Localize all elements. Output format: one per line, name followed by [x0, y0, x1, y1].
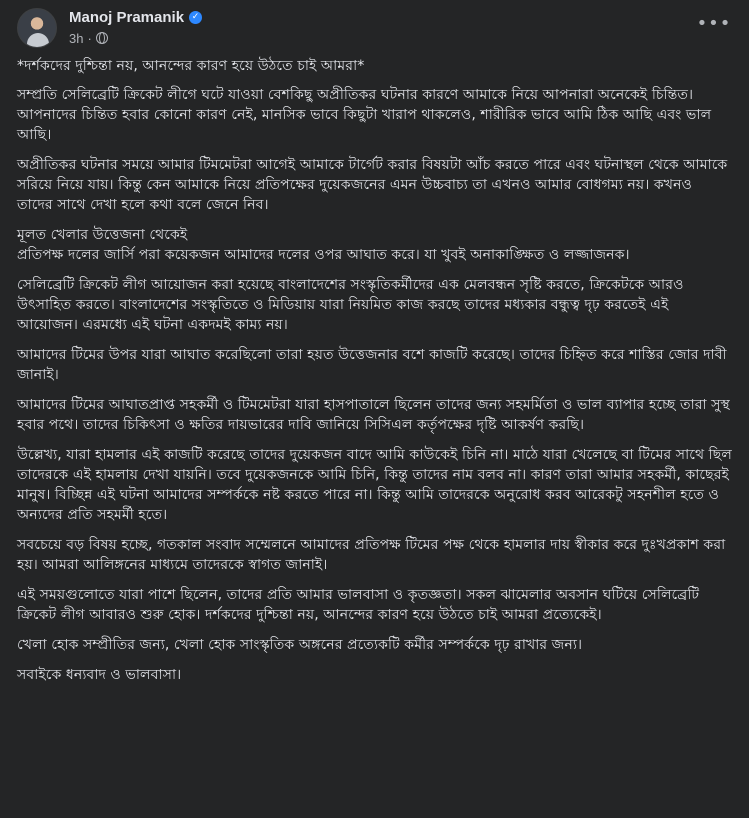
post-paragraph: সবচেয়ে বড় বিষয় হচ্ছে, গতকাল সংবাদ সম্মেলনে আমাদের প্রতিপক্ষ টিমের পক্ষ থেকে হামলার দায় স্বীকার করে দুঃখপ্রকাশ করা হয়। আমরা আলিঙ্গনের মাধ্যমে তাদেরকে স্বাগত জানাই। [17, 537, 726, 573]
post-body [17, 56, 732, 695]
post-paragraph: সম্প্রতি সেলিব্রেটি ক্রিকেট লীগে ঘটে যাওয়া বেশকিছু অপ্রীতিকর ঘটনার কারণে আমাকে নিয়ে আপনারা অনেকেই চিন্তিত। আপনাদের চিন্তিত হবার কোনো কারণ নেই, মানসিক ভাবে কিছুটা খারাপ থাকলেও, শারীরিক ভাবে আমি ঠিক আছি এবং ভাল আছি। [17, 87, 712, 143]
post-paragraph: *দর্শকদের দুশ্চিন্তা নয়, আনন্দের কারণ হয়ে উঠতে চাই আমরা* [17, 58, 365, 74]
author-avatar[interactable] [17, 8, 57, 48]
post-paragraph: সেলিব্রেটি ক্রিকেট লীগ আয়োজন করা হয়েছে বাংলাদেশের সংস্কৃতিকর্মীদের এক মেলবন্ধন সৃষ্টি করতে, ক্রিকেটকে আরও উৎসাহিত করতে। বাংলাদেশের সংস্কৃতিতে ও মিডিয়ায় যারা নিয়মিত কাজ করছে তাদের মধ্যকার বন্ধুত্ব দৃঢ় করতেই এই আয়োজন। এরমধ্যে এই ঘটনা একদমই কাম্য নয়। [17, 277, 684, 333]
verified-badge-icon: ✓ [189, 11, 202, 24]
more-options-icon[interactable]: ••• [696, 13, 732, 34]
meta-separator: · [87, 30, 92, 46]
post-paragraph: মূলত খেলার উত্তেজনা থেকেই প্রতিপক্ষ দলের জার্সি পরা কয়েকজন আমাদের দলের ওপর আঘাত করে। যা খুবই অনাকাঙ্ক্ষিত ও লজ্জাজনক। [17, 227, 630, 263]
post-paragraph: এই সময়গুলোতে যারা পাশে ছিলেন, তাদের প্রতি আমার ভালবাসা ও কৃতজ্ঞতা। সকল ঝামেলার অবসান ঘটিয়ে সেলিব্রেটি ক্রিকেট লীগ আবারও শুরু হোক। দর্শকদের দুশ্চিন্তা নয়, আনন্দের কারণ হয়ে উঠতে চাই আমরা প্রত্যেকেই। [17, 587, 700, 623]
post-paragraph: অপ্রীতিকর ঘটনার সময়ে আমার টিমমেটরা আগেই আমাকে টার্গেট করার বিষয়টা আঁচ করতে পারে এবং ঘটনাস্থল থেকে আমাকে সরিয়ে নিয়ে যায়। কিন্তু কেন আমাকে নিয়ে প্রতিপক্ষের দুয়েকজনের এমন উচ্চবাচ্য তা এখনও আমার বোধগম্য নয়। কখনও তাদের সাথে দেখা হলে কথা বলে জেনে নিব। [17, 157, 728, 213]
globe-icon[interactable] [96, 32, 108, 44]
post-timestamp[interactable]: 3h [69, 30, 84, 46]
post-paragraph: আমাদের টিমের উপর যারা আঘাত করেছিলো তারা হয়ত উত্তেজনার বশে কাজটি করেছে। তাদের চিহ্নিত করে শাস্তির জোর দাবী জানাই। [17, 347, 727, 383]
post-paragraph: উল্লেখ্য, যারা হামলার এই কাজটি করেছে তাদের দুয়েকজন বাদে আমি কাউকেই চিনি না। মাঠে যারা খেলেছে বা টিমের সাথে ছিল তাদেরকে এই হামলায় দেখা যায়নি। তবে দুয়েকজনকে আমি চিনি, কিন্তু তাদের নাম বলব না। কারণ তারা আমার সহকর্মী, কাছেরই মানুষ। বিচ্ছিন্ন এই ঘটনা আমাদের সম্পর্ককে নষ্ট করতে পারে না। কিন্তু আমি তাদেরকে অনুরোধ করব আরেকটু সহনশীল হতে ও অন্যদের প্রতি সহমর্মী হতে। [17, 447, 732, 523]
post-header [17, 7, 732, 53]
post-paragraph: আমাদের টিমের আঘাতপ্রাপ্ত সহকর্মী ও টিমমেটরা যারা হাসপাতালে ছিলেন তাদের জন্য সহমর্মিতা ও ভাল ব্যাপার হচ্ছে তারা সুস্থ হবার পথে। তাদের চিকিৎসা ও ক্ষতির দায়ভারের দাবি জানিয়ে সিসিএল কর্তৃপক্ষের দৃষ্টি আকর্ষণ করছি। [17, 397, 730, 433]
post-meta [69, 29, 108, 47]
author-row [69, 7, 202, 27]
post-paragraph: খেলা হোক সম্প্রীতির জন্য, খেলা হোক সাংস্কৃতিক অঙ্গনের প্রত্যেকটি কর্মীর সম্পর্ককে দৃঢ় রাখার জন্য। [17, 637, 583, 653]
post-paragraph: সবাইকে ধন্যবাদ ও ভালবাসা। [17, 667, 182, 683]
author-name[interactable]: Manoj Pramanik [69, 8, 185, 26]
